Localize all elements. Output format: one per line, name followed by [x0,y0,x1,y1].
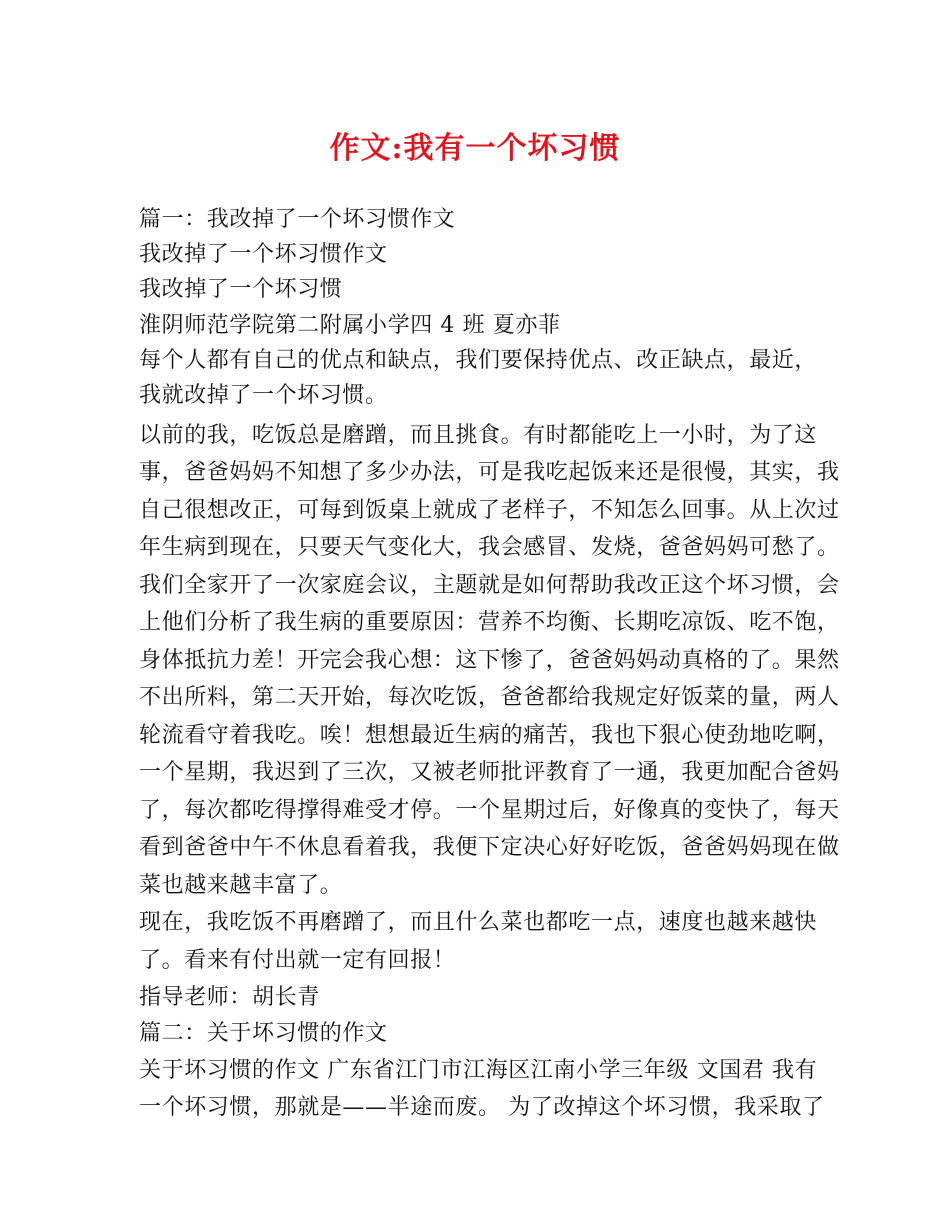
text-line: 篇一：我改掉了一个坏习惯作文 [139,207,456,232]
text-line: 每个人都有自己的优点和缺点，我们要保持优点、改正缺点，最近， [139,348,818,373]
text-line: 上他们分析了我生病的重要原因：营养不均衡、长期吃凉饭、吃不饱， [139,610,840,635]
text-line: 指导老师：胡长青 [139,985,320,1010]
document-title: 作文:我有一个坏习惯 [329,131,621,166]
text-line: 淮阴师范学院第二附属小学四 4 班 夏亦菲 [139,313,561,338]
text-line: 菜也越来越丰富了。 [139,873,343,898]
text-line: 篇二：关于坏习惯的作文 [139,1021,388,1046]
text-line: 现在，我吃饭不再磨蹭了，而且什么菜也都吃一点，速度也越来越快 [139,910,818,935]
text-line: 看到爸爸中午不休息看着我，我便下定决心好好吃饭，爸爸妈妈现在做 [139,835,840,860]
text-line: 一个星期，我迟到了三次，又被老师批评教育了一通，我更加配合爸妈 [139,760,840,785]
text-line: 了，每次都吃得撑得难受才停。一个星期过后，好像真的变快了，每天 [139,798,840,823]
text-line: 以前的我，吃饭总是磨蹭，而且挑食。有时都能吃上一小时，为了这 [139,423,818,448]
text-line: 关于坏习惯的作文 广东省江门市江海区江南小学三年级 文国君 我有 [139,1058,818,1083]
text-line: 我们全家开了一次家庭会议，主题就是如何帮助我改正这个坏习惯，会 [139,573,840,598]
text-line: 我改掉了一个坏习惯 [139,277,343,302]
text-line: 事，爸爸妈妈不知想了多少办法，可是我吃起饭来还是很慢，其实，我 [139,460,840,485]
text-line: 年生病到现在，只要天气变化大，我会感冒、发烧，爸爸妈妈可愁了。 [139,535,840,560]
text-line: 轮流看守着我吃。唉！想想最近生病的痛苦，我也下狠心使劲地吃啊， [139,723,840,748]
text-line: 身体抵抗力差！开完会我心想：这下惨了，爸爸妈妈动真格的了。果然 [139,648,840,673]
text-line: 我就改掉了一个坏习惯。 [139,383,388,408]
text-line: 一个坏习惯，那就是——半途而废。 为了改掉这个坏习惯，我采取了 [139,1095,825,1120]
text-line: 我改掉了一个坏习惯作文 [139,242,388,267]
text-line: 了。看来有付出就一定有回报！ [139,948,456,973]
text-line: 不出所料，第二天开始，每次吃饭，爸爸都给我规定好饭菜的量，两人 [139,685,840,710]
text-line: 自己很想改正，可每到饭桌上就成了老样子，不知怎么回事。从上次过 [139,498,840,523]
